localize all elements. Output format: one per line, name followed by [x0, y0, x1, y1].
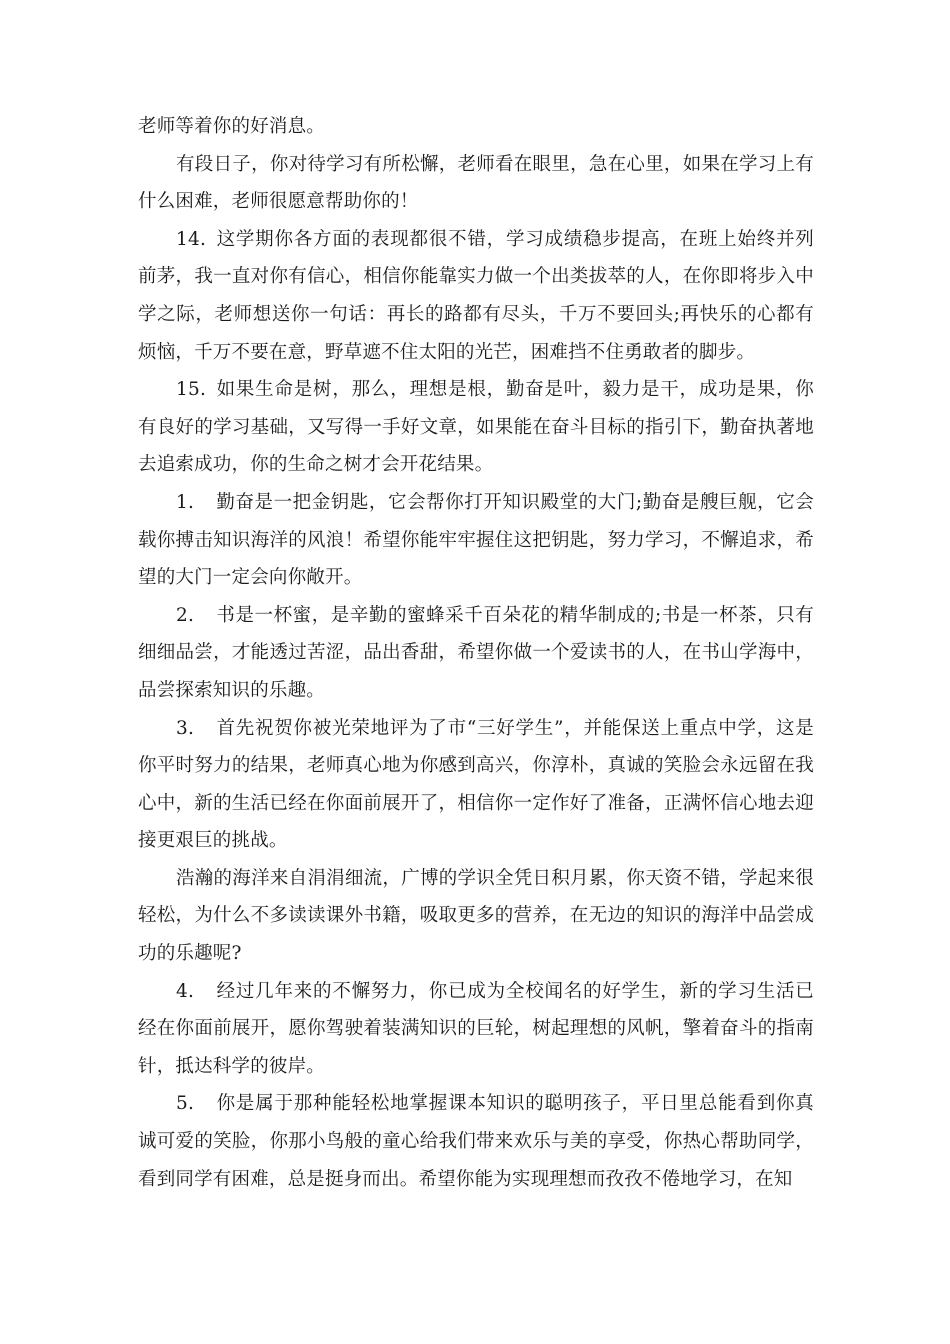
- paragraph-number: 3.: [176, 717, 195, 739]
- paragraph-text: 勤奋是一把金钥匙，它会帮你打开知识殿堂的大门;勤奋是艘巨舰，它会载你搏击知识海洋的风浪！希望你能牢牢握住这把钥匙，努力学习，不懈追求，希望的大门一定会向你敞开。: [138, 491, 814, 589]
- paragraph-number: 4.: [176, 980, 195, 1002]
- numbered-paragraph: [138, 484, 814, 597]
- paragraph-number: 15.: [176, 379, 207, 401]
- paragraph-number: 5.: [176, 1093, 195, 1115]
- paragraph: [138, 860, 814, 973]
- numbered-paragraph: [138, 371, 814, 484]
- numbered-paragraph: [138, 1085, 814, 1198]
- paragraph-number: 14.: [176, 228, 207, 250]
- paragraph-text: 浩瀚的海洋来自涓涓细流，广博的学识全凭日积月累，你天资不错，学起来很轻松，为什么不多读读课外书籍，吸取更多的营养，在无边的知识的海洋中品尝成功的乐趣呢?: [138, 867, 814, 965]
- paragraph-number: 1.: [176, 491, 195, 513]
- paragraph-text: 老师等着你的好消息。: [138, 116, 326, 137]
- paragraph-text: 你是属于那种能轻松地掌握课本知识的聪明孩子，平日里总能看到你真诚可爱的笑脸，你那小鸟般的童心给我们带来欢乐与美的享受，你热心帮助同学，看到同学有困难，总是挺身而出。希望你能为实现理想而孜孜不倦地学习，在知: [138, 1093, 814, 1190]
- paragraph-text: 首先祝贺你被光荣地评为了市“三好学生”，并能保送上重点中学，这是你平时努力的结果，老师真心地为你感到高兴，你淳朴，真诚的笑脸会永远留在我心中，新的生活已经在你面前展开了，相信你一定作好了准备，正满怀信心地去迎接更艰巨的挑战。: [138, 717, 814, 852]
- paragraph: [138, 146, 814, 221]
- paragraph-text: 如果生命是树，那么，理想是根，勤奋是叶，毅力是干，成功是果，你有良好的学习基础，又写得一手好文章，如果能在奋斗目标的指引下，勤奋执著地去追索成功，你的生命之树才会开花结果。: [138, 379, 814, 476]
- numbered-paragraph: [138, 973, 814, 1086]
- paragraph: [138, 108, 814, 146]
- numbered-paragraph: [138, 597, 814, 710]
- numbered-paragraph: [138, 221, 814, 371]
- paragraph-text: 经过几年来的不懈努力，你已成为全校闻名的好学生，新的学习生活已经在你面前展开，愿你驾驶着装满知识的巨轮，树起理想的风帆，擎着奋斗的指南针，抵达科学的彼岸。: [138, 980, 814, 1077]
- paragraph-text: 这学期你各方面的表现都很不错，学习成绩稳步提高，在班上始终并列前茅，我一直对你有信心，相信你能靠实力做一个出类拔萃的人，在你即将步入中学之际，老师想送你一句话：再长的路都有尽头，千万不要回头;再快乐的心都有烦恼，千万不要在意，野草遮不住太阳的光芒，困难挡不住勇敢者的脚步。: [138, 228, 814, 363]
- paragraph-text: 书是一杯蜜，是辛勤的蜜蜂采千百朵花的精华制成的;书是一杯茶，只有细细品尝，才能透过苦涩，品出香甜，希望你做一个爱读书的人，在书山学海中，品尝探索知识的乐趣。: [138, 604, 814, 701]
- numbered-paragraph: [138, 710, 814, 860]
- paragraph-number: 2.: [176, 604, 195, 626]
- document-body: [138, 108, 814, 1198]
- paragraph-text: 有段日子，你对待学习有所松懈，老师看在眼里，急在心里，如果在学习上有什么困难，老师很愿意帮助你的！: [138, 153, 814, 213]
